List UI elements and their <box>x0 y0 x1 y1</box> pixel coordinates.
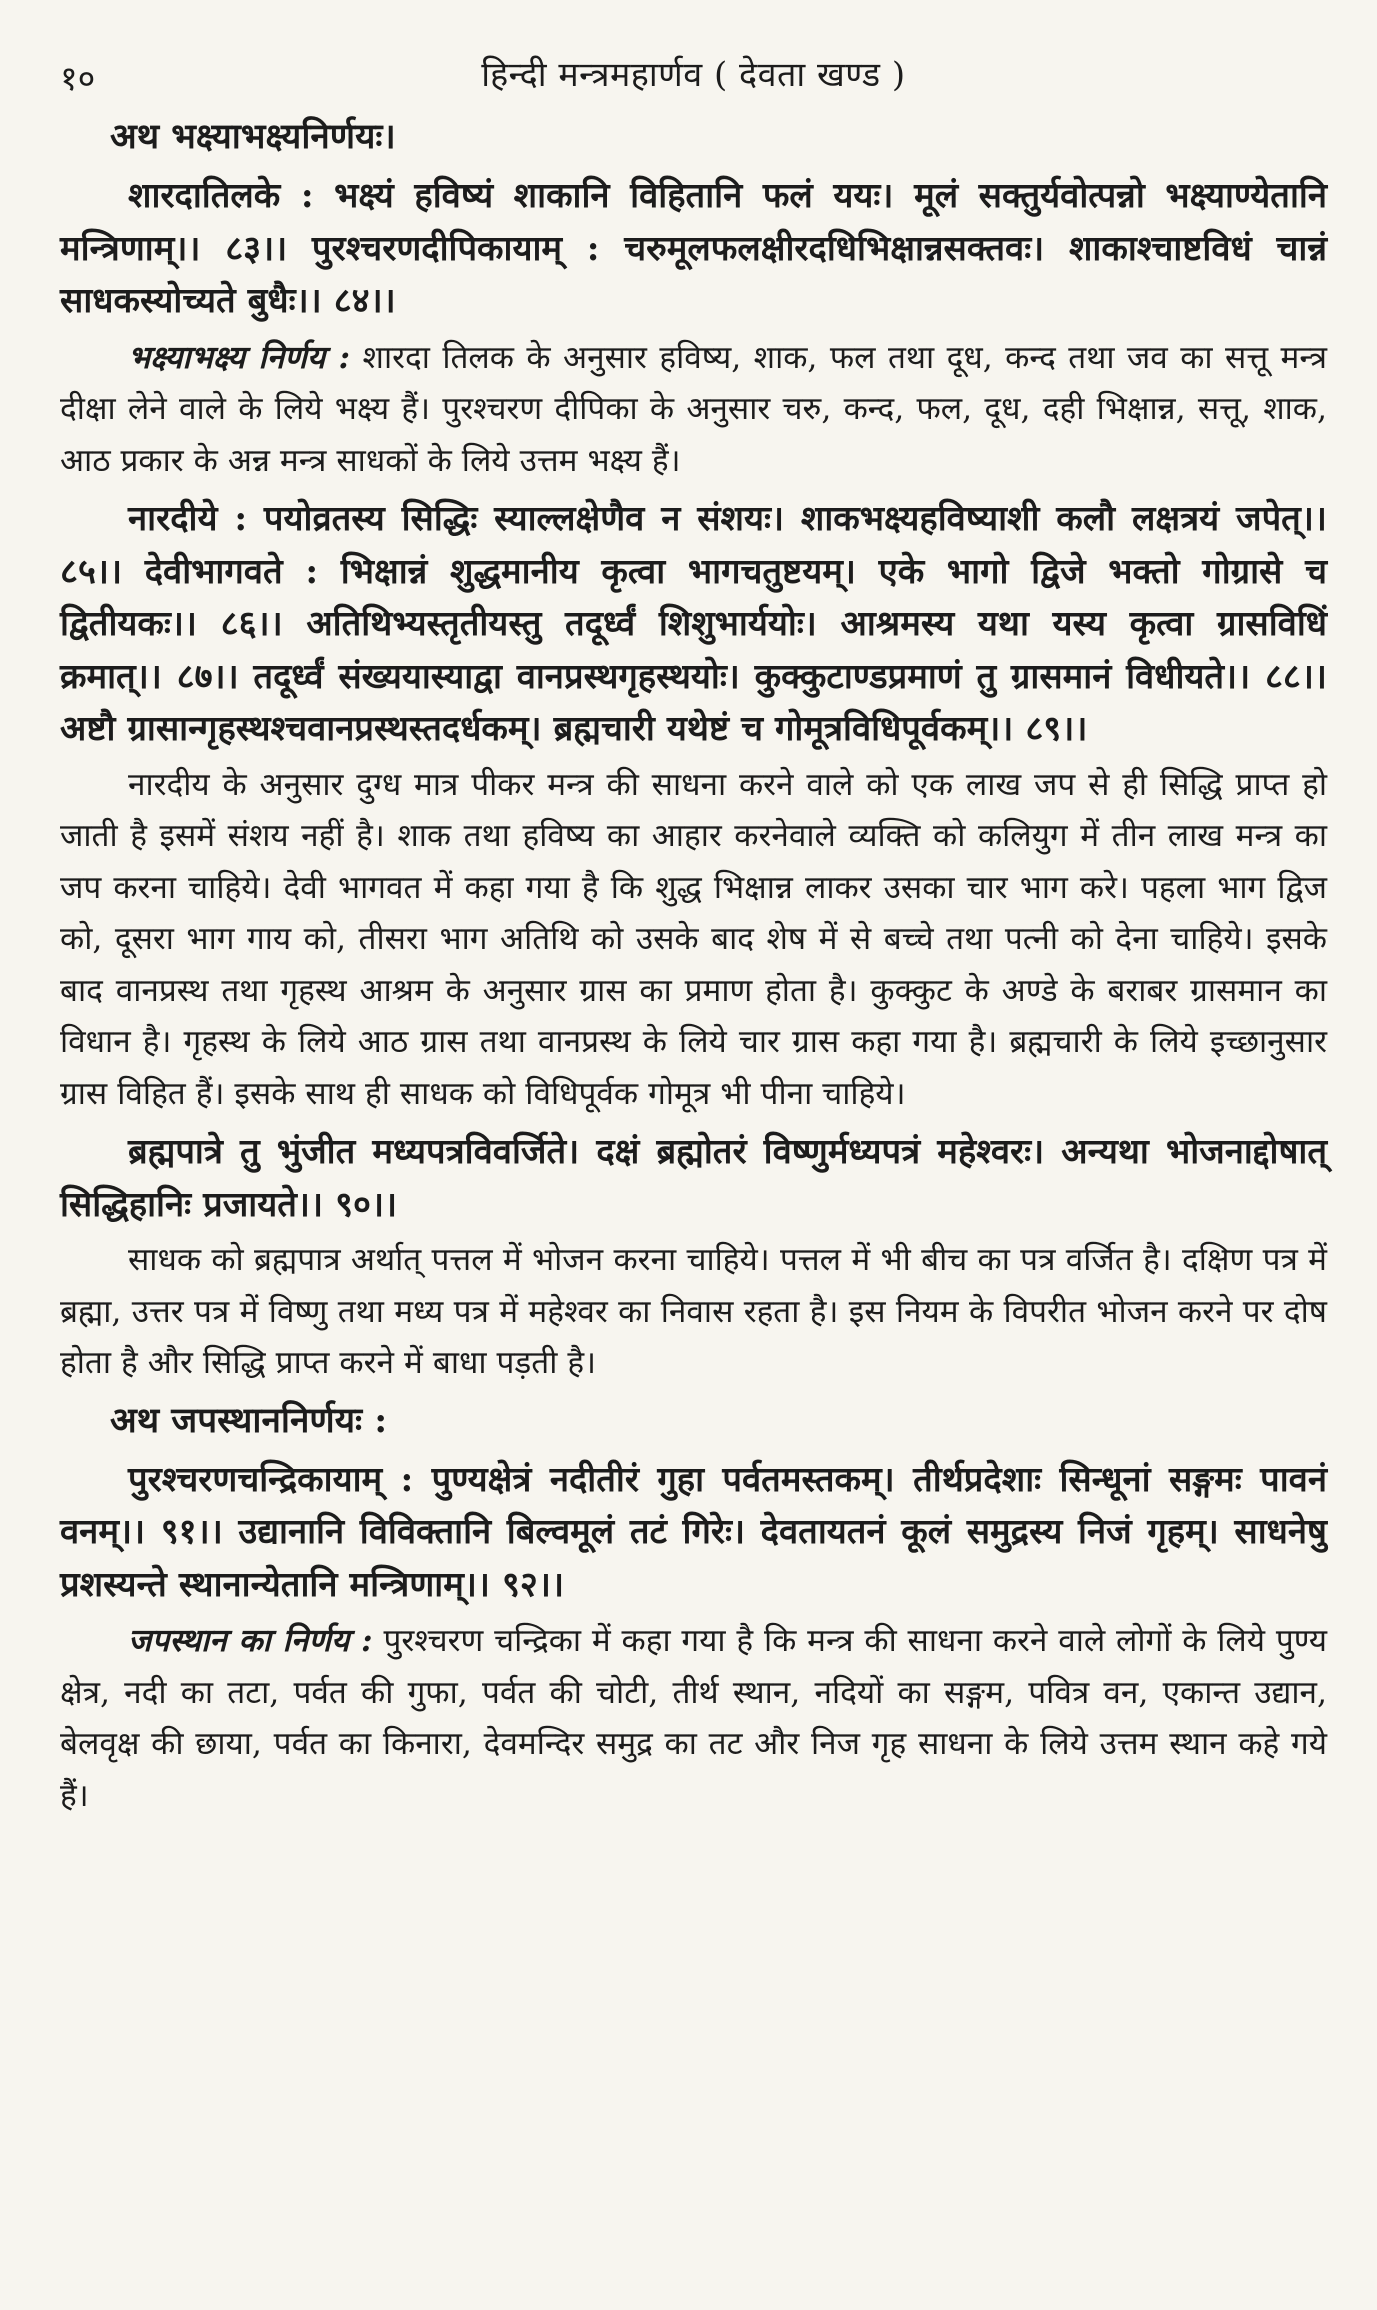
section-heading-japa-place: अथ जपस्थाननिर्णयः : <box>110 1399 388 1441</box>
sanskrit-verse-85-89: नारदीये : पयोव्रतस्य सिद्धिः स्याल्लक्षेणैव न संशयः। शाकभक्ष्यहविष्याशी कलौ लक्षत्रयं जपेत्।। ८५।। देवीभागवते : भिक्षान्नं शुद्धमानीय कृत्वा भागचतुष्टयम्। एके भागो द्विजे भक्तो गोग्रासे च द्वितीयकः।। ८६।। अतिथिभ्यस्तृतीयस्तु तदूर्ध्वं शिशुभार्ययोः। आश्रमस्य यथा यस्य कृत्वा ग्रासविधिं क्रमात्।। ८७।। तदूर्ध्वं संख्ययास्याद्वा वानप्रस्थगृहस्थयोः। कुक्कुटाण्डप्रमाणं तु ग्रासमानं विधीयते।। ८८।। अष्टौ ग्रासान्गृहस्थश्चवानप्रस्थस्तदर्धकम्। ब्रह्मचारी यथेष्टं च गोमूत्रविधिपूर्वकम्।। ८९।। <box>60 499 1327 749</box>
hindi-translation-85-89: नारदीय के अनुसार दुग्ध मात्र पीकर मन्त्र की साधना करने वाले को एक लाख जप से ही सिद्धि प्राप्त हो जाती है इसमें संशय नहीं है। शाक तथा हविष्य का आहार करनेवाले व्यक्ति को कलियुग में तीन लाख मन्त्र का जप करना चाहिये। देवी भागवत में कहा गया है कि शुद्ध भिक्षान्न लाकर उसका चार भाग करे। पहला भाग द्विज को, दूसरा भाग गाय को, तीसरा भाग अतिथि को उसके बाद शेष में से बच्चे तथा पत्नी को देना चाहिये। इसके बाद वानप्रस्थ तथा गृहस्थ आश्रम के अनुसार ग्रास का प्रमाण होता है। कुक्कुट के अण्डे के बराबर ग्रासमान का विधान है। गृहस्थ के लिये आठ ग्रास तथा वानप्रस्थ के लिये चार ग्रास कहा गया है। ब्रह्मचारी के लिये इच्छानुसार ग्रास विहित हैं। इसके साथ ही साधक को विधिपूर्वक गोमूत्र भी पीना चाहिये। <box>60 766 1327 1112</box>
page-number: १० <box>60 59 96 99</box>
hindi-translation-83-84 <box>60 332 1327 488</box>
running-title: हिन्दी मन्त्रमहार्णव ( देवता खण्ड ) <box>481 55 906 95</box>
hindi-translation-91-92 <box>60 1615 1327 1822</box>
translation-body: शारदा तिलक के अनुसार हविष्य, शाक, फल तथा दूध, कन्द तथा जव का सत्तू मन्त्र दीक्षा लेने वाले के लिये भक्ष्य हैं। पुरश्चरण दीपिका के अनुसार चरु, कन्द, फल, दूध, दही भिक्षान्न, सत्तू, शाक, आठ प्रकार के अन्न मन्त्र साधकों के लिये उत्तम भक्ष्य हैं। <box>60 339 1327 479</box>
section-heading-food: अथ भक्ष्याभक्ष्यनिर्णयः। <box>110 116 396 157</box>
sanskrit-verse-91-92: पुरश्चरणचन्द्रिकायाम् : पुण्यक्षेत्रं नदीतीरं गुहा पर्वतमस्तकम्। तीर्थप्रदेशाः सिन्धूनां सङ्गमः पावनं वनम्।। ९१।। उद्यानानि विविक्तानि बिल्वमूलं तटं गिरेः। देवतायतनं कूलं समुद्रस्य निजं गृहम्। साधनेषु प्रशस्यन्ते स्थानान्येतानि मन्त्रिणाम्।। ९२।। <box>60 1459 1327 1605</box>
page-header <box>60 42 1327 104</box>
translation-lead: जपस्थान का निर्णय : <box>128 1622 373 1659</box>
hindi-translation-90: साधक को ब्रह्मपात्र अर्थात् पत्तल में भोजन करना चाहिये। पत्तल में भी बीच का पत्र वर्जित है। दक्षिण पत्र में ब्रह्मा, उत्तर पत्र में विष्णु तथा मध्य पत्र में महेश्वर का निवास रहता है। इस नियम के विपरीत भोजन करने पर दोष होता है और सिद्धि प्राप्त करने में बाधा पड़ती है। <box>60 1242 1327 1381</box>
translation-lead: भक्ष्याभक्ष्य निर्णय : <box>128 338 351 376</box>
sanskrit-verse-83-84: शारदातिलके : भक्ष्यं हविष्यं शाकानि विहितानि फलं ययः। मूलं सक्तुर्यवोत्पन्नो भक्ष्याण्येतानि मन्त्रिणाम्।। ८३।। पुरश्चरणदीपिकायाम् : चरुमूलफलक्षीरदधिभिक्षान्नसक्तवः। शाकाश्चाष्टविधं चान्नं साधकस्योच्यते बुधैः।। ८४।। <box>60 176 1327 321</box>
translation-body: पुरश्चरण चन्द्रिका में कहा गया है कि मन्त्र की साधना करने वाले लोगों के लिये पुण्य क्षेत्र, नदी का तटा, पर्वत की गुफा, पर्वत की चोटी, तीर्थ स्थान, नदियों का सङ्गम, पवित्र वन, एकान्त उद्यान, बेलवृक्ष की छाया, पर्वत का किनारा, देवमन्दिर समुद्र का तट और निज गृह साधना के लिये उत्तम स्थान कहे गये हैं। <box>60 1623 1327 1814</box>
sanskrit-verse-90: ब्रह्मपात्रे तु भुंजीत मध्यपत्रविवर्जिते। दक्षं ब्रह्मोतरं विष्णुर्मध्यपत्रं महेश्वरः। अन्यथा भोजनाद्दोषात् सिद्धिहानिः प्रजायते।। ९०।। <box>60 1132 1327 1225</box>
page-body <box>60 112 1327 1822</box>
